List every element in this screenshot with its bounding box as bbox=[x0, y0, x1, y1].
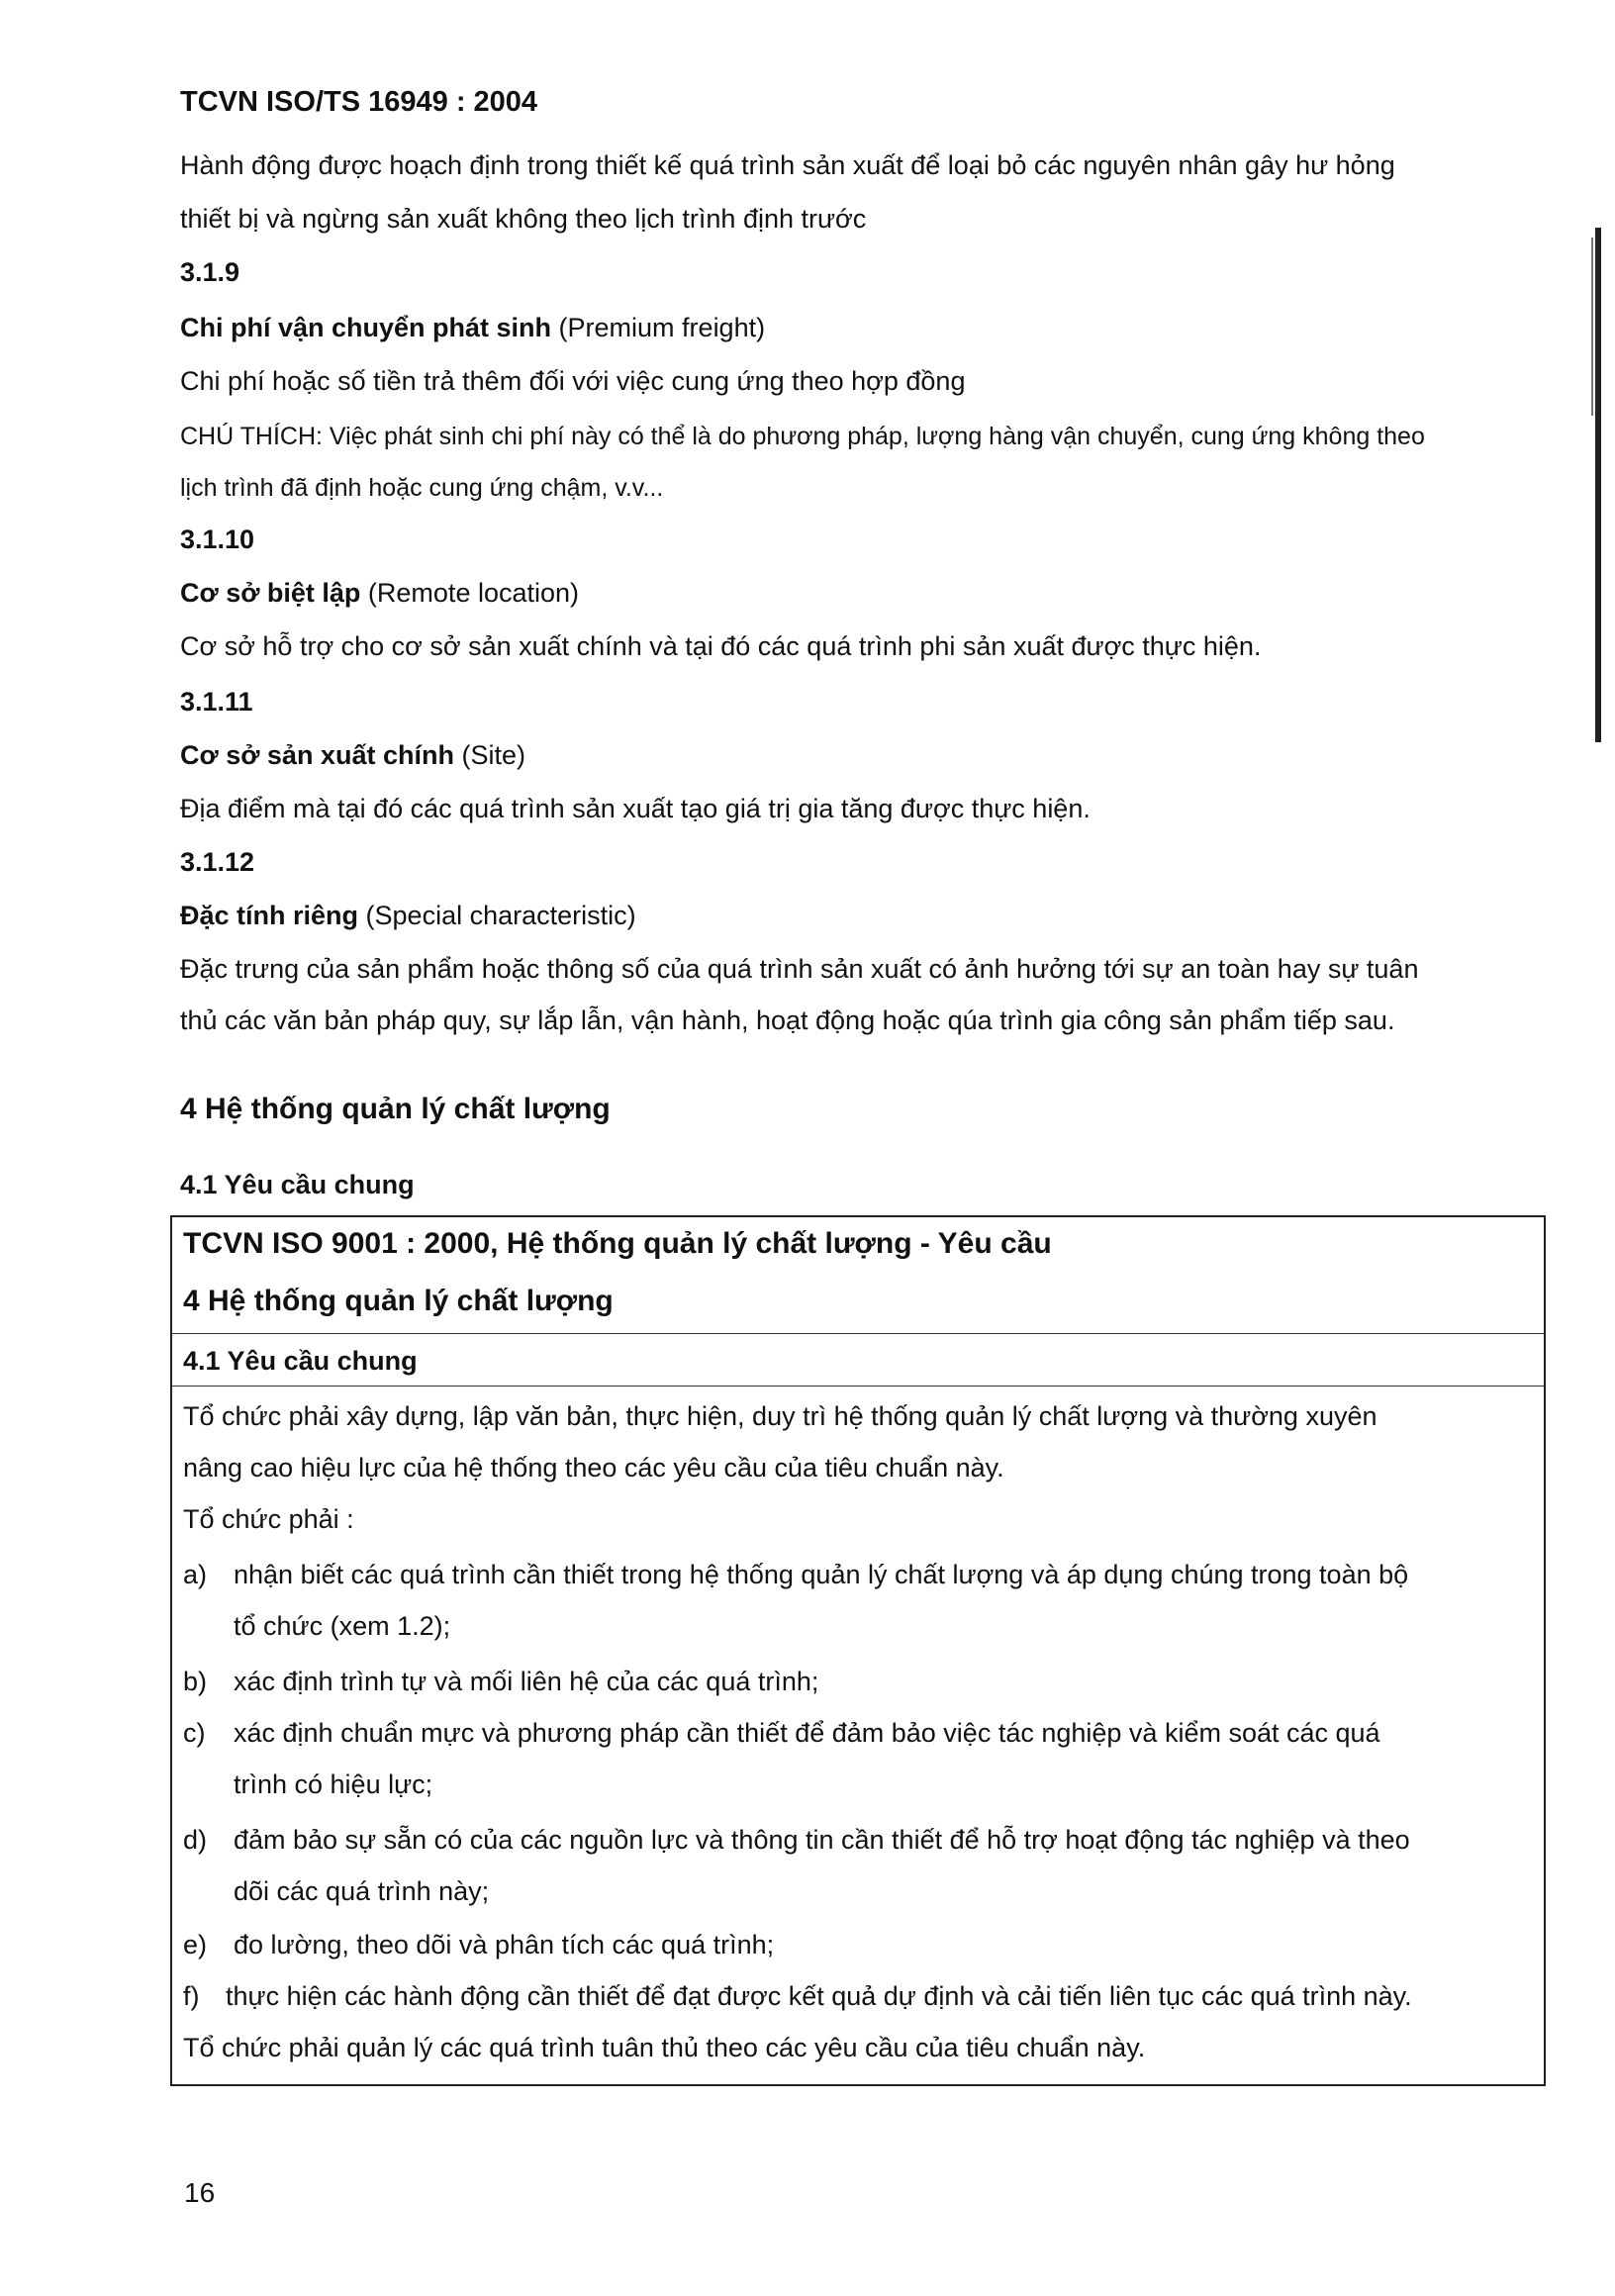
clause-number: 3.1.12 bbox=[180, 847, 255, 877]
box-divider bbox=[172, 1386, 1544, 1387]
term-title: Cơ sở biệt lập bbox=[180, 578, 361, 608]
list-item-text: nhận biết các quá trình cần thiết trong hệ thống quản lý chất lượng và áp dụng chúng trong toàn bộ bbox=[234, 1560, 1409, 1589]
term-title: Đặc tính riêng bbox=[180, 901, 359, 930]
subsection-heading: 4.1 Yêu cầu chung bbox=[180, 1170, 415, 1199]
term-title: Chi phí vận chuyển phát sinh bbox=[180, 313, 552, 342]
list-item-text: thực hiện các hành động cần thiết để đạt được kết quả dự định và cải tiến liên tục các quá trình này. bbox=[226, 1981, 1412, 2011]
term-definition-line-1: Đặc trưng của sản phẩm hoặc thông số của quá trình sản xuất có ảnh hưởng tới sự an toàn hay sự tuân bbox=[180, 954, 1419, 984]
term-english: (Site) bbox=[453, 740, 525, 770]
box-closing-paragraph: Tổ chức phải quản lý các quá trình tuân thủ theo các yêu cầu của tiêu chuẩn này. bbox=[183, 2033, 1146, 2062]
term-definition: Địa điểm mà tại đó các quá trình sản xuất tạo giá trị gia tăng được thực hiện. bbox=[180, 794, 1091, 823]
box-section-heading: 4 Hệ thống quản lý chất lượng bbox=[183, 1285, 614, 1317]
scan-edge-mark bbox=[1595, 228, 1601, 742]
intro-line-2: thiết bị và ngừng sản xuất không theo lịch trình định trước bbox=[180, 204, 867, 234]
term-entry bbox=[180, 311, 765, 344]
list-label: f) bbox=[183, 1981, 200, 2011]
page-number: 16 bbox=[184, 2177, 216, 2208]
list-item-text: xác định chuẩn mực và phương pháp cần thiết để đảm bảo việc tác nghiệp và kiểm soát các quá bbox=[234, 1718, 1380, 1748]
list-item-text-continued: trình có hiệu lực; bbox=[234, 1770, 433, 1799]
term-definition-line-2: thủ các văn bản pháp quy, sự lắp lẫn, vận hành, hoạt động hoặc qúa trình gia công sản phẩm tiếp sau. bbox=[180, 1005, 1395, 1035]
note-line-1: CHÚ THÍCH: Việc phát sinh chi phí này có thể là do phương pháp, lượng hàng vận chuyển, cung ứng không theo bbox=[180, 423, 1425, 450]
box-title: TCVN ISO 9001 : 2000, Hệ thống quản lý chất lượng - Yêu cầu bbox=[183, 1227, 1052, 1260]
list-label: e) bbox=[183, 1930, 208, 1960]
term-english: (Premium freight) bbox=[551, 313, 766, 342]
clause-number: 3.1.10 bbox=[180, 525, 255, 554]
list-item-text-continued: tổ chức (xem 1.2); bbox=[234, 1611, 451, 1641]
term-entry bbox=[180, 576, 579, 610]
list-label: b) bbox=[183, 1667, 208, 1696]
term-entry bbox=[180, 899, 636, 932]
list-label: d) bbox=[183, 1825, 208, 1855]
clause-number: 3.1.11 bbox=[180, 687, 253, 717]
term-definition: Chi phí hoặc số tiền trả thêm đối với việc cung ứng theo hợp đồng bbox=[180, 366, 966, 396]
term-english: (Special characteristic) bbox=[358, 901, 636, 930]
box-paragraph-line-1: Tổ chức phải xây dựng, lập văn bản, thực hiện, duy trì hệ thống quản lý chất lượng và thường xuyên bbox=[183, 1401, 1378, 1431]
list-item-text: đo lường, theo dõi và phân tích các quá trình; bbox=[234, 1930, 775, 1960]
scan-edge-mark bbox=[1591, 238, 1593, 416]
list-label: a) bbox=[183, 1560, 208, 1589]
list-label: c) bbox=[183, 1718, 206, 1748]
intro-line-1: Hành động được hoạch định trong thiết kế quá trình sản xuất để loại bỏ các nguyên nhân gây hư hỏng bbox=[180, 150, 1395, 180]
note-line-2: lịch trình đã định hoặc cung ứng chậm, v.v... bbox=[180, 474, 664, 502]
box-divider bbox=[172, 1333, 1544, 1334]
list-item-text-continued: dõi các quá trình này; bbox=[234, 1876, 490, 1906]
document-code-header: TCVN ISO/TS 16949 : 2004 bbox=[180, 86, 538, 118]
box-subsection-heading: 4.1 Yêu cầu chung bbox=[183, 1346, 418, 1376]
box-paragraph: Tổ chức phải : bbox=[183, 1504, 354, 1534]
box-paragraph-line-2: nâng cao hiệu lực của hệ thống theo các yêu cầu của tiêu chuẩn này. bbox=[183, 1453, 1004, 1483]
clause-number: 3.1.9 bbox=[180, 257, 240, 287]
list-item-text: xác định trình tự và mối liên hệ của các quá trình; bbox=[234, 1667, 819, 1696]
term-english: (Remote location) bbox=[360, 578, 580, 608]
list-item-text: đảm bảo sự sẵn có của các nguồn lực và thông tin cần thiết để hỗ trợ hoạt động tác nghiệp và theo bbox=[234, 1825, 1410, 1855]
term-title: Cơ sở sản xuất chính bbox=[180, 740, 454, 770]
term-definition: Cơ sở hỗ trợ cho cơ sở sản xuất chính và tại đó các quá trình phi sản xuất được thực hiện. bbox=[180, 631, 1262, 661]
term-entry bbox=[180, 738, 525, 772]
section-heading: 4 Hệ thống quản lý chất lượng bbox=[180, 1093, 611, 1125]
